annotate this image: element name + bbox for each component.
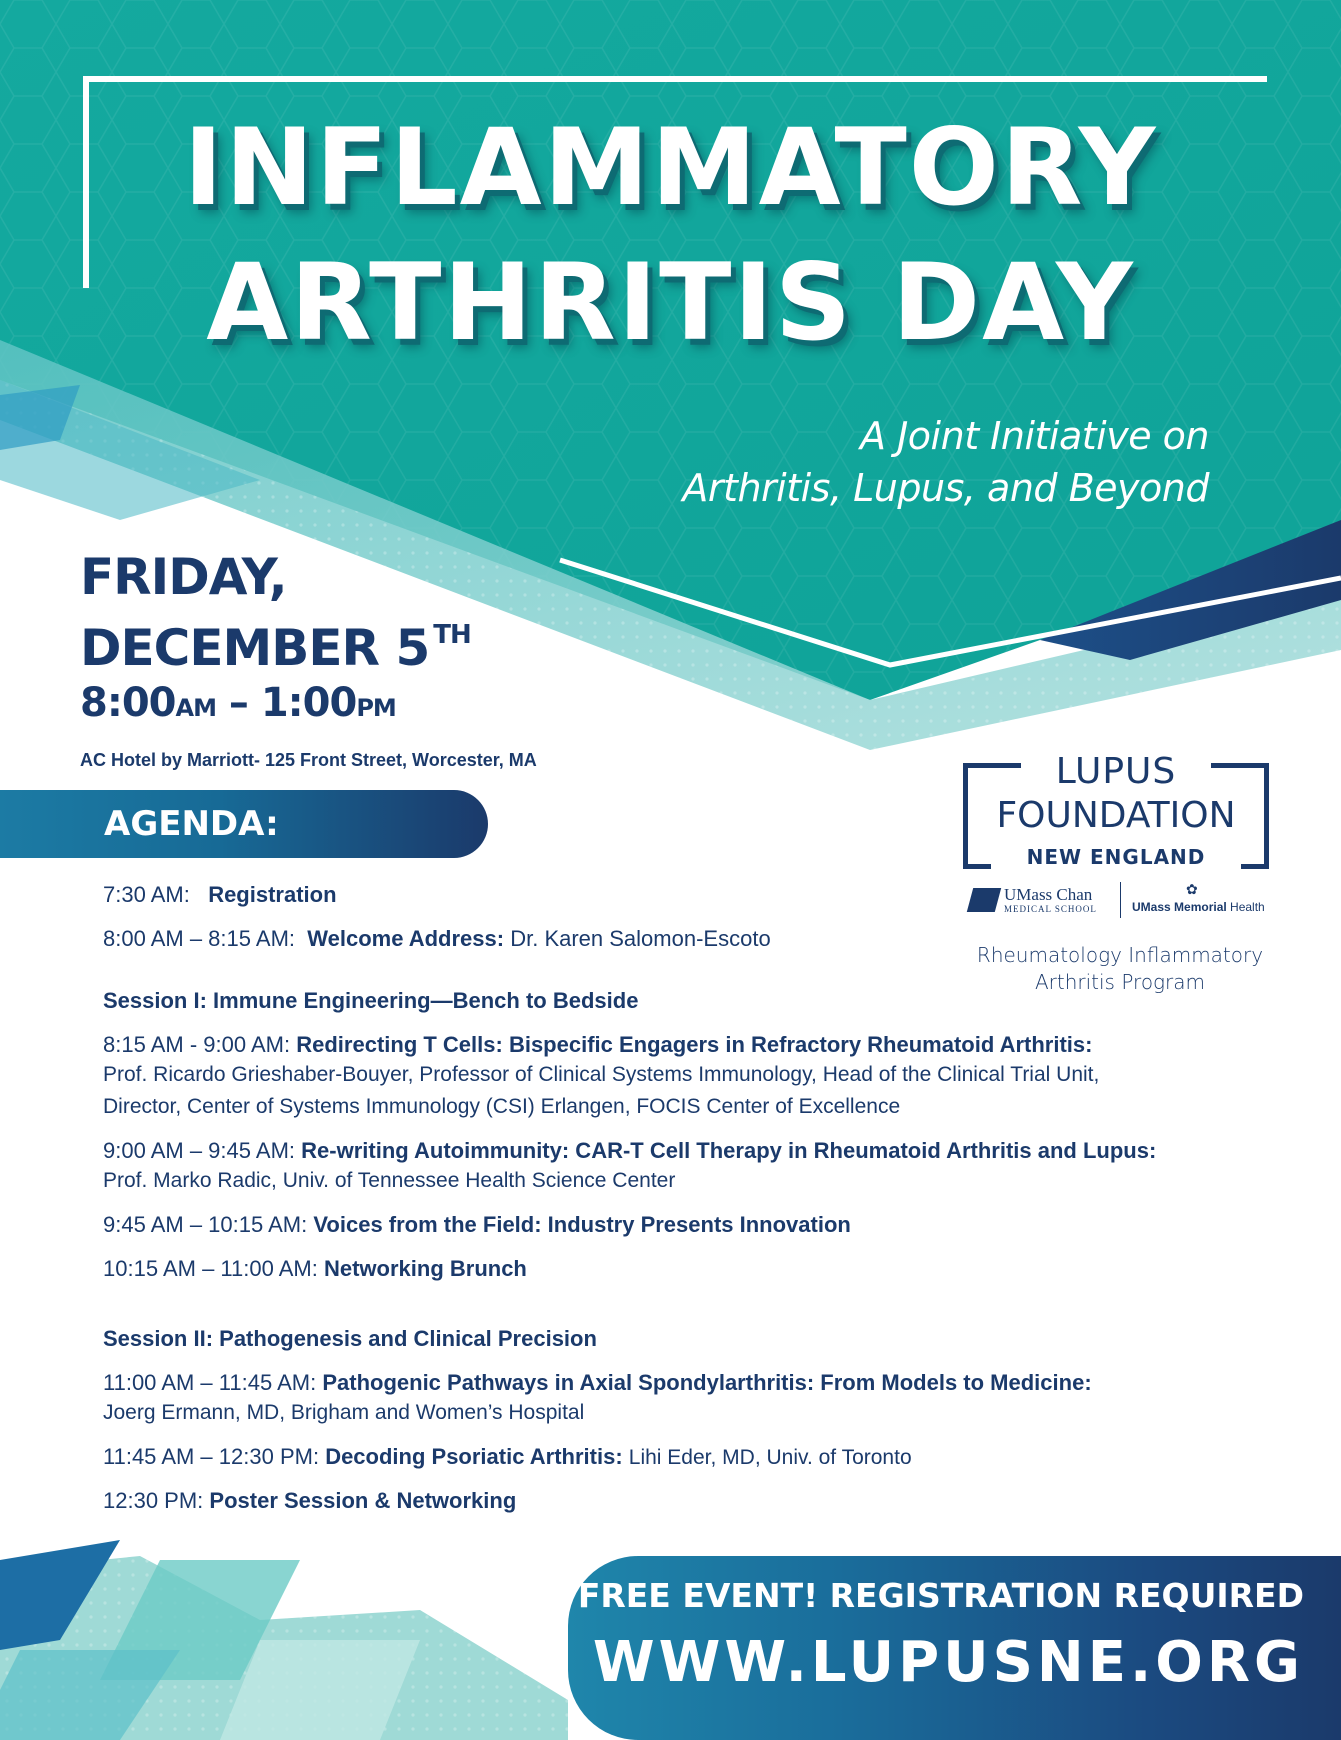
title-line-2: ARTHRITIS DAY — [206, 241, 1135, 364]
event-date-text: DECEMBER 5 — [80, 619, 430, 677]
umass-chan-name: UMass Chan — [1004, 885, 1093, 904]
agenda-item-welcome — [103, 922, 771, 955]
session-1-title: Session I: Immune Engineering—Bench to Bedside — [103, 988, 639, 1013]
event-date — [80, 606, 471, 677]
agenda-time: 9:45 AM – 10:15 AM: — [103, 1212, 308, 1237]
agenda-item-session2-talk1 — [103, 1366, 1092, 1399]
subtitle-line-2: Arthritis, Lupus, and Beyond — [682, 466, 1209, 510]
frame-line-top — [83, 76, 1267, 82]
event-end-ampm: PM — [356, 694, 396, 722]
program-name-line-1: Rheumatology Inflammatory — [976, 943, 1264, 967]
logo-divider — [1120, 882, 1121, 918]
program-name-line-2: Arthritis Program — [1034, 970, 1206, 994]
agenda-item-session1-talk2 — [103, 1134, 1156, 1167]
agenda-time: 11:45 AM – 12:30 PM: — [103, 1444, 320, 1469]
agenda-speaker: Joerg Ermann, MD, Brigham and Women’s Hospital — [103, 1401, 585, 1424]
footer-website-link[interactable]: WWW.LUPUSNE.ORG — [592, 1630, 1304, 1695]
agenda-time: 10:15 AM – 11:00 AM: — [103, 1256, 318, 1281]
agenda-time: 8:00 AM – 8:15 AM: — [103, 926, 296, 951]
umass-chan-logo-icon — [967, 888, 1001, 912]
agenda-speaker: Lihi Eder, MD, Univ. of Toronto — [628, 1446, 912, 1469]
event-end-time: 1:00 — [260, 680, 357, 726]
agenda-title: Welcome Address: — [307, 926, 505, 951]
agenda-title: Decoding Psoriatic Arthritis: — [325, 1444, 623, 1469]
event-date-block — [80, 548, 471, 734]
agenda-title: Voices from the Field: Industry Presents Innovation — [313, 1212, 851, 1237]
logo-new-england-text: NEW ENGLAND — [1026, 845, 1206, 869]
agenda-item-brunch — [103, 1252, 527, 1285]
agenda-title: Registration — [208, 882, 337, 907]
agenda-title: Pathogenic Pathways in Axial Spondylarthritis: From Models to Medicine: — [322, 1370, 1092, 1395]
umass-memorial-bold: UMass Memorial — [1132, 900, 1227, 914]
logo-foundation-text: FOUNDATION — [996, 795, 1236, 836]
subtitle-line-1: A Joint Initiative on — [860, 414, 1209, 458]
program-name — [950, 942, 1290, 996]
event-venue: AC Hotel by Marriott- 125 Front Street, Worcester, MA — [80, 750, 537, 770]
agenda-title: Networking Brunch — [323, 1256, 527, 1281]
umass-memorial-logo-icon: ✿ — [1186, 881, 1198, 897]
agenda-time: 12:30 PM: — [103, 1488, 204, 1513]
agenda-title: Poster Session & Networking — [209, 1488, 517, 1513]
umass-chan-subtitle: MEDICAL SCHOOL — [1004, 904, 1097, 914]
event-time-separator: – — [215, 680, 261, 726]
logo-lupus-text: LUPUS — [1055, 751, 1177, 792]
agenda-time: 7:30 AM: — [103, 882, 190, 907]
agenda-title: Re-writing Autoimmunity: CAR-T Cell Therapy in Rheumatoid Arthritis and Lupus: — [301, 1138, 1157, 1163]
agenda-item-session1-talk3 — [103, 1208, 851, 1241]
umass-logos — [970, 882, 1270, 922]
agenda-item-registration — [103, 878, 337, 911]
umass-memorial-rest: Health — [1226, 900, 1265, 914]
subtitle — [509, 410, 1209, 514]
event-time — [80, 677, 471, 734]
agenda-time: 8:15 AM - 9:00 AM: — [103, 1032, 291, 1057]
agenda-item-session1-talk1 — [103, 1028, 1092, 1061]
agenda-speaker-line-1: Prof. Ricardo Grieshaber-Bouyer, Professor of Clinical Systems Immunology, Head of the Clinical Trial Unit, — [103, 1063, 1100, 1086]
event-start-ampm: AM — [175, 694, 216, 722]
event-start-time: 8:00 — [80, 680, 176, 726]
agenda-item-session2-talk2 — [103, 1440, 912, 1474]
event-day: FRIDAY, — [80, 548, 287, 606]
title-line-1: INFLAMMATORY — [183, 106, 1158, 229]
agenda-time: 11:00 AM – 11:45 AM: — [103, 1370, 317, 1395]
agenda-item-poster — [103, 1484, 516, 1517]
agenda-speaker-line-2: Director, Center of Systems Immunology (CSI) Erlangen, FOCIS Center of Excellence — [103, 1095, 901, 1118]
agenda-speaker: Dr. Karen Salomon-Escoto — [510, 926, 771, 951]
umass-memorial-name — [1132, 900, 1265, 914]
agenda-heading: AGENDA: — [104, 804, 279, 844]
footer-registration-text: FREE EVENT! REGISTRATION REQUIRED — [577, 1576, 1304, 1615]
session-2-title: Session II: Pathogenesis and Clinical Precision — [103, 1326, 597, 1351]
event-date-suffix: TH — [433, 620, 471, 650]
agenda-time: 9:00 AM – 9:45 AM: — [103, 1138, 296, 1163]
agenda-title: Redirecting T Cells: Bispecific Engagers in Refractory Rheumatoid Arthritis: — [296, 1032, 1093, 1057]
agenda-speaker: Prof. Marko Radic, Univ. of Tennessee Health Science Center — [103, 1169, 676, 1192]
